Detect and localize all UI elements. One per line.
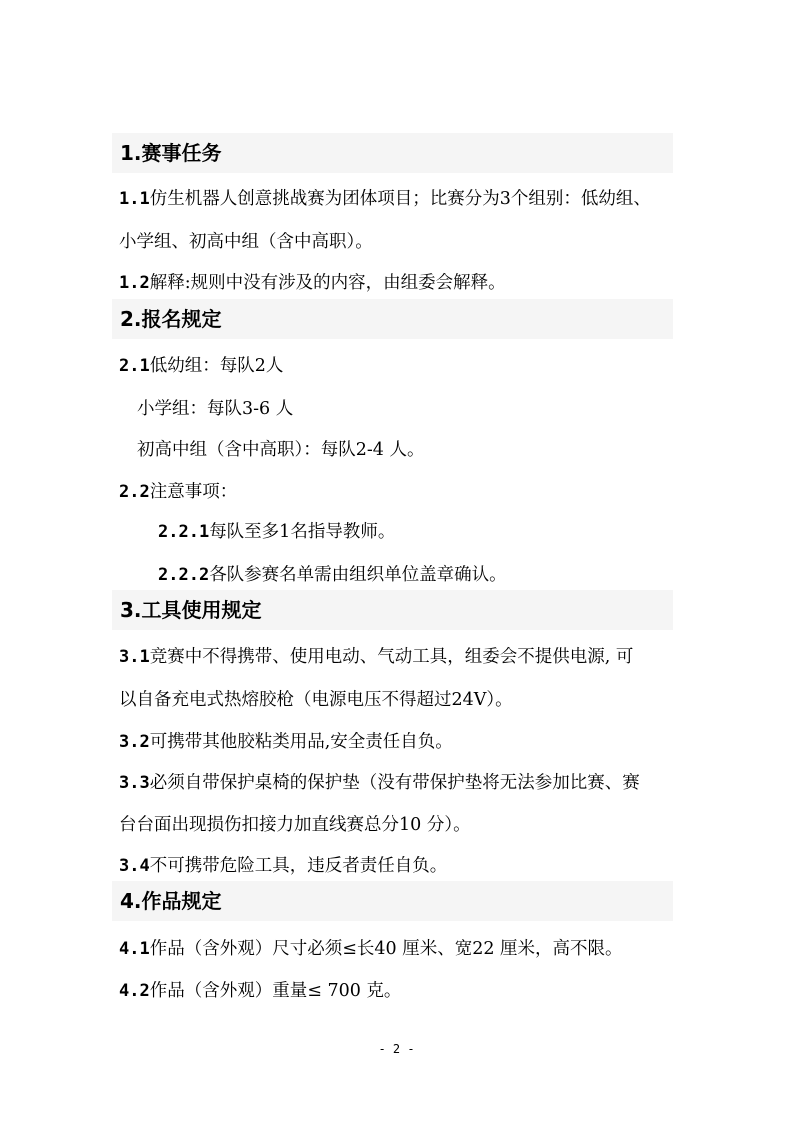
clause-text: 不可携带危险工具，违反者责任自负。 <box>149 856 448 876</box>
clause-text: 注意事项： <box>149 482 238 502</box>
paragraph-1-1 <box>119 187 651 211</box>
clause-number: 2.2.1 <box>158 522 210 542</box>
clause-number: 4.2 <box>119 981 150 1001</box>
clause-number: 4.1 <box>119 939 150 959</box>
paragraph-3-4 <box>119 854 447 878</box>
clause-number: 3.2 <box>119 732 150 752</box>
paragraph-2-2 <box>119 480 237 504</box>
clause-number: 2.2 <box>119 482 150 502</box>
clause-text: 仿生机器人创意挑战赛为团体项目；比赛分为3个组别：低幼组、 <box>149 189 651 209</box>
clause-text: 竞赛中不得携带、使用电动、气动工具，组委会不提供电源, 可 <box>149 647 634 667</box>
paragraph-3-1 <box>119 645 633 669</box>
clause-number: 2.1 <box>119 356 150 376</box>
clause-text: 低幼组：每队2人 <box>149 356 284 376</box>
clause-number: 1.1 <box>119 189 150 209</box>
clause-number: 3.3 <box>119 773 150 793</box>
paragraph-2-1 <box>119 354 283 378</box>
clause-number: 3.1 <box>119 647 150 667</box>
section-heading-2 <box>112 299 673 339</box>
paragraph-1-1-continued: 小学组、初高中组（含中高职）。 <box>119 232 373 252</box>
clause-number: 1.2 <box>119 273 150 293</box>
paragraph-3-3-continued: 台台面出现损伤扣接力加直线赛总分10 分）。 <box>119 815 471 835</box>
paragraph-2-2-1 <box>158 520 395 544</box>
section-heading-text: 3.工具使用规定 <box>120 598 262 622</box>
clause-text: 可携带其他胶粘类用品,安全责任自负。 <box>149 732 453 752</box>
section-heading-1 <box>112 133 673 173</box>
clause-text: 作品（含外观）尺寸必须≤长40 厘米、宽22 厘米，高不限。 <box>149 939 623 959</box>
paragraph-2-2-2 <box>158 563 507 587</box>
paragraph-3-3 <box>119 771 640 795</box>
paragraph-3-1-continued: 以自备充电式热熔胶枪（电源电压不得超过24V）。 <box>119 690 513 710</box>
section-heading-text: 2.报名规定 <box>120 307 222 331</box>
section-heading-4 <box>112 881 673 921</box>
paragraph-4-2 <box>119 979 401 1003</box>
paragraph-4-1 <box>119 937 623 961</box>
paragraph-1-2 <box>119 271 506 295</box>
section-heading-text: 4.作品规定 <box>120 889 222 913</box>
clause-text: 必须自带保护桌椅的保护垫（没有带保护垫将无法参加比赛、赛 <box>149 773 640 793</box>
clause-number: 3.4 <box>119 856 150 876</box>
paragraph-3-2 <box>119 730 453 754</box>
clause-text: 每队至多1名指导教师。 <box>209 522 396 542</box>
clause-number: 2.2.2 <box>158 565 210 585</box>
clause-text: 作品（含外观）重量≤ 700 克。 <box>149 981 402 1001</box>
page-number: - 2 - <box>378 1042 415 1056</box>
clause-text: 各队参赛名单需由组织单位盖章确认。 <box>209 565 507 585</box>
paragraph-2-1-line-3: 初高中组（含中高职）：每队2-4 人。 <box>137 440 425 460</box>
section-heading-text: 1.赛事任务 <box>120 141 222 165</box>
clause-text: 解释:规则中没有涉及的内容，由组委会解释。 <box>149 273 506 293</box>
section-heading-3 <box>112 590 673 630</box>
paragraph-2-1-line-2: 小学组：每队3-6 人 <box>137 399 294 419</box>
